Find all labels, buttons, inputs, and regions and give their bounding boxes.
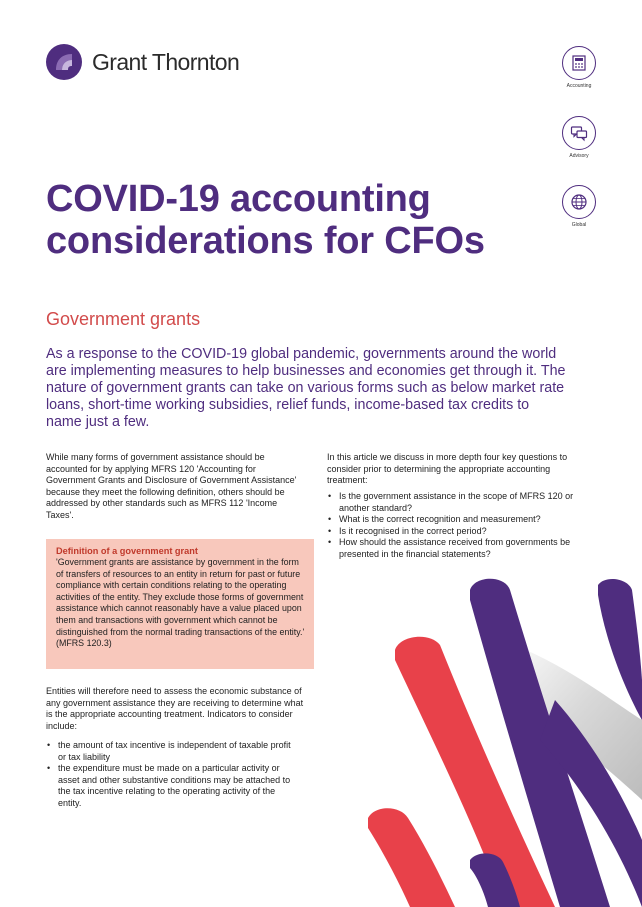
section-heading: Government grants	[46, 309, 201, 329]
definition-callout	[46, 539, 314, 669]
side-icon-label: Accounting	[566, 83, 592, 89]
list-item: • Is the government assistance in the scope of MFRS 120 or another standard?	[327, 491, 597, 514]
left-column-paragraph-2: Entities will therefore need to assess the economic substance of any government assistance they are receiving to determine what is the appropriate accounting treatment. Indicators to consider include:	[46, 686, 304, 731]
grant-thornton-logo-icon	[46, 44, 82, 80]
key-questions-list	[327, 491, 597, 561]
list-item: • Is it recognised in the correct period?	[327, 526, 597, 538]
page-title: COVID-19 accounting considerations for CFOs	[46, 178, 485, 262]
side-icon-advisory	[560, 116, 598, 159]
chat-bubbles-icon	[570, 124, 588, 142]
indicator-list	[46, 740, 296, 810]
definition-title: Definition of a government grant	[56, 546, 198, 556]
side-icon-global	[560, 185, 598, 228]
list-item: • How should the assistance received from governments be presented in the financial statements?	[327, 537, 597, 560]
intro-paragraph: As a response to the COVID-19 global pandemic, governments around the world are implementing measures to help businesses and economies get through it. The nature of government grants can take on various forms such as below market rate loans, short-time working subsidies, relief funds, income-based tax credits to name just a few.	[46, 346, 566, 430]
left-column-paragraph-1: While many forms of government assistance should be accounted for by applying MFRS 120 'Accounting for Government Grants and Disclosure of Government Assistance' because they meet the following definition, others should be addressed by other standards such as MFRS 112 'Income Taxes'.	[46, 452, 297, 520]
brand-name: Grant Thornton	[92, 49, 240, 75]
list-item: • the amount of tax incentive is independent of taxable profit or tax liability	[46, 740, 296, 763]
side-icon-label: Advisory	[569, 153, 589, 159]
definition-text: 'Government grants are assistance by government in the form of transfers of resources to an entity in return for past or future compliance with certain conditions relating to the operating activities of the entity. They exclude those forms of government assistance which cannot reasonably have a value placed upon them and transactions with government which cannot be distinguished from the normal trading transactions of the entity.' (MFRS 120.3)	[56, 557, 305, 649]
right-column-paragraph-1: In this article we discuss in more depth four key questions to consider prior to determining the appropriate accounting treatment:	[327, 452, 568, 486]
brand-logo	[46, 44, 256, 84]
ribbon-red-short	[368, 808, 455, 907]
side-icon-label: Global	[571, 222, 587, 228]
globe-icon	[570, 193, 588, 211]
list-item: • the expenditure must be made on a particular activity or asset and other substantive conditions may be attached to the tax incentive relating to the operating activity of the entity.	[46, 763, 296, 809]
side-icon-accounting	[560, 46, 598, 89]
calculator-icon	[570, 54, 588, 72]
list-item: • What is the correct recognition and measurement?	[327, 514, 597, 526]
